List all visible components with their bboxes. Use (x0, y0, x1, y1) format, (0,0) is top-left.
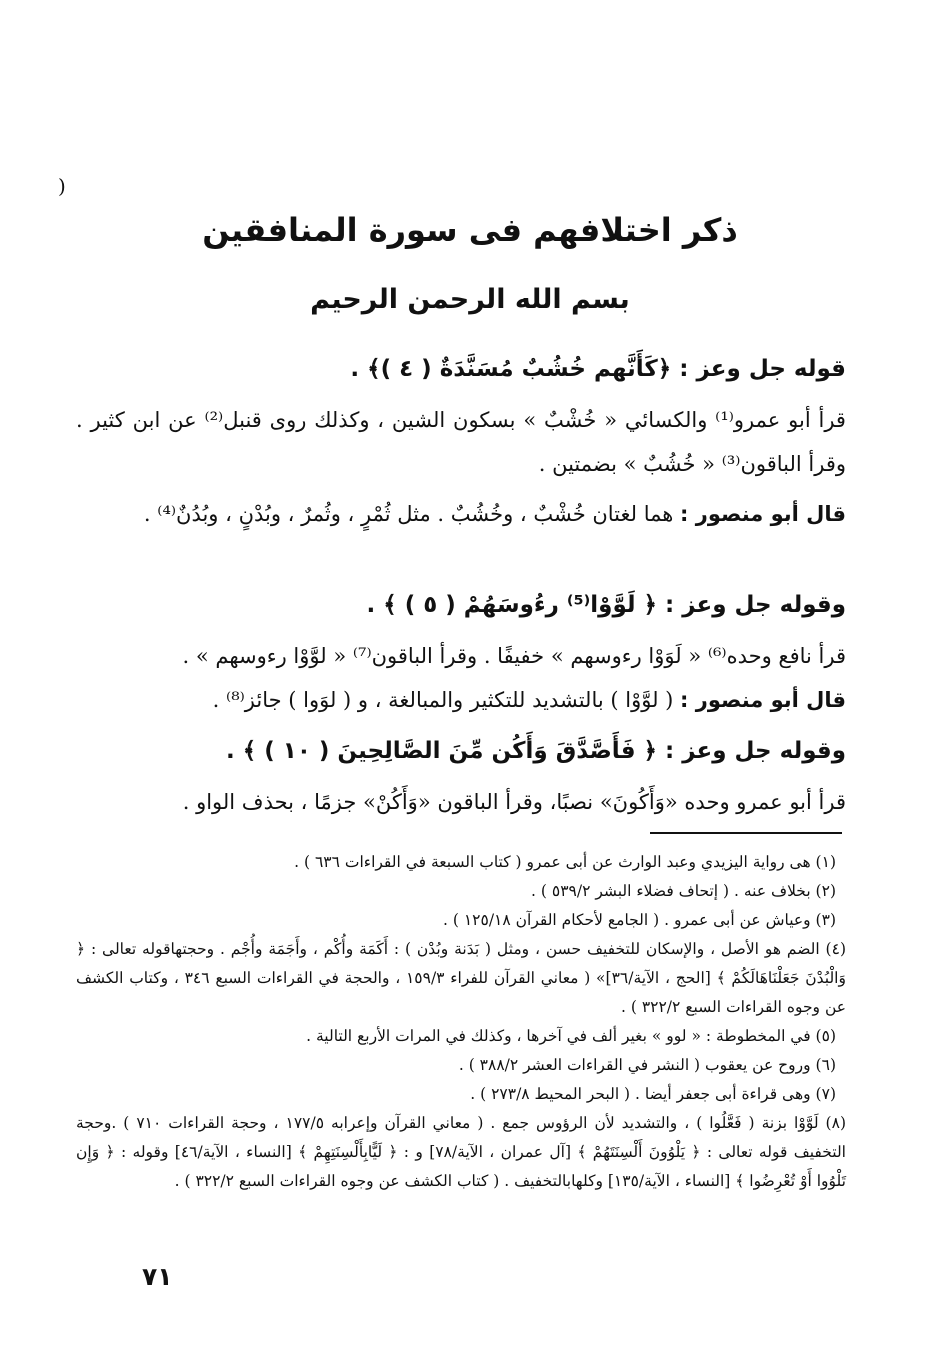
verse-heading-3: وقوله جل وعز : ﴿ فَأَصَّدَّقَ وَأَكُن مِّنَ الصَّالِحِينَ ( ١٠ ) ﴾ . (226, 738, 846, 764)
commentary-text-2: ( لوَّوْا ) بالتشديد للتكثير والمبالغة ، و ( لوَوا ) جائز⁽⁸⁾ . (212, 688, 674, 712)
readings-text-2: قرأ نافع وحده⁽⁶⁾ « لَوَوْا رءوسهم » خفيفًا . وقرأ الباقون⁽⁷⁾ « لوَّوْا رءوسهم » . (182, 644, 846, 668)
footnote-separator (650, 832, 842, 834)
readings-paragraph-2 (76, 634, 846, 678)
basmala: بسم الله الرحمن الرحيم (310, 284, 630, 315)
footnote-2: (٢) بخلاف عنه . ( إتحاف فضلاء البشر ٥٣٩/٢ ) . (531, 882, 836, 900)
footnote-4: (٤) الضم هو الأصل ، والإسكان للتخفيف حسن ، ومثل ( بَدَنة وبُدْن ) : أَكَمَة وأُكْم ، وأَجَمَة وأُجْم . وحجتهاقوله تعالى : ﴿ وَالْبُدْنَ جَعَلْنَاهَالَكُمْ ﴾ [الحج ، الآية/٣٦]» ( معاني القرآن للفراء ١٥٩/٣ ، والحجة في القراءات السبع ٣٤٦ ، وكتاب الكشف عن وجوه القراءات السبع ٣٢٢/٢ ) . (76, 940, 846, 1016)
footnote-6: (٦) وروح عن يعقوب ( النشر في القراءات العشر ٣٨٨/٢ ) . (458, 1056, 836, 1074)
footnote-8: (٨) لَوَّوْا بزنة ( فَعَّلُوا ) ، والتشديد لأن الرؤوس جمع . ( معاني القرآن وإعرابه ١٧٧/٥ ، وحجة القراءات ٧١٠ ) .وحجة التخفيف قوله تعالى : ﴿ يَلْوُونَ أَلْسِنَتَهُمْ ﴾ [آل عمران ، الآية/٧٨] و : ﴿ لَيًّابِأَلْسِنَتِهِمْ ﴾ [النساء ، الآية/٤٦] وقوله : ﴿ وَإِن تَلْوُوا أَوْ تُعْرِضُوا ﴾ [النساء ، الآية/١٣٥] وكلهابالتخفيف . ( كتاب الكشف عن وجوه القراءات السبع ٣٢٢/٢ ) . (76, 1114, 846, 1190)
page-number: ٧١ (142, 1262, 173, 1291)
verse-heading-2: وقوله جل وعز : ﴿ لَوَّوْا⁽⁵⁾ رءُوسَهُمْ ( ٥ ) ﴾ . (366, 592, 846, 618)
footnote-1: (١) هى رواية اليزيدي وعبد الوارث عن أبى عمرو ( كتاب السبعة في القراءات ٦٣٦ ) . (294, 853, 836, 871)
readings-text-1: قرأ أبو عمرو⁽¹⁾ والكسائي « خُشْبٌ » بسكون الشين ، وكذلك روى قنبل⁽²⁾ عن ابن كثير . وقرأ الباقون⁽³⁾ « خُشُبٌ » بضمتين . (76, 408, 846, 476)
commentary-paragraph-2 (76, 678, 846, 722)
footnote-5: (٥) في المخطوطة : « لوو » بغير ألف في آخرها ، وكذلك في المرات الأربع التالية . (306, 1027, 836, 1045)
verse-heading-1: قوله جل وعز : ﴿كَأَنَّهم خُشُبٌ مُسَنَّدَةٌ ( ٤ )﴾ . (350, 356, 846, 382)
commentary-text-1: هما لغتان خُشْبٌ ، وخُشُبٌ . مثل ثُمْرٍ ، وثُمرٌ ، وبُدْنٍ ، وبُدُنٌ⁽⁴⁾ . (143, 502, 674, 526)
chapter-title: ذكر اختلافهم فى سورة المنافقين (202, 211, 738, 249)
commentary-lead-2: قال أبو منصور : (680, 688, 846, 712)
readings-text-3: قرأ أبو عمرو وحده «وَأَكُونَ» نصبًا، وقرأ الباقون «وَأَكُنْ» جزمًا ، بحذف الواو . (182, 790, 846, 814)
footnote-3: (٣) وعياش عن أبى عمرو . ( الجامع لأحكام القرآن ١٢٥/١٨ ) . (443, 911, 836, 929)
footnote-7: (٧) وهى قراءة أبى جعفر أيضا . ( البحر المحيط ٢٧٣/٨ ) . (470, 1085, 836, 1103)
margin-mark: ) (58, 174, 66, 198)
commentary-lead-1: قال أبو منصور : (680, 502, 846, 526)
commentary-paragraph-1 (76, 492, 846, 536)
readings-paragraph-3 (76, 780, 846, 824)
footnotes (76, 848, 846, 1196)
readings-paragraph-1 (76, 398, 846, 486)
